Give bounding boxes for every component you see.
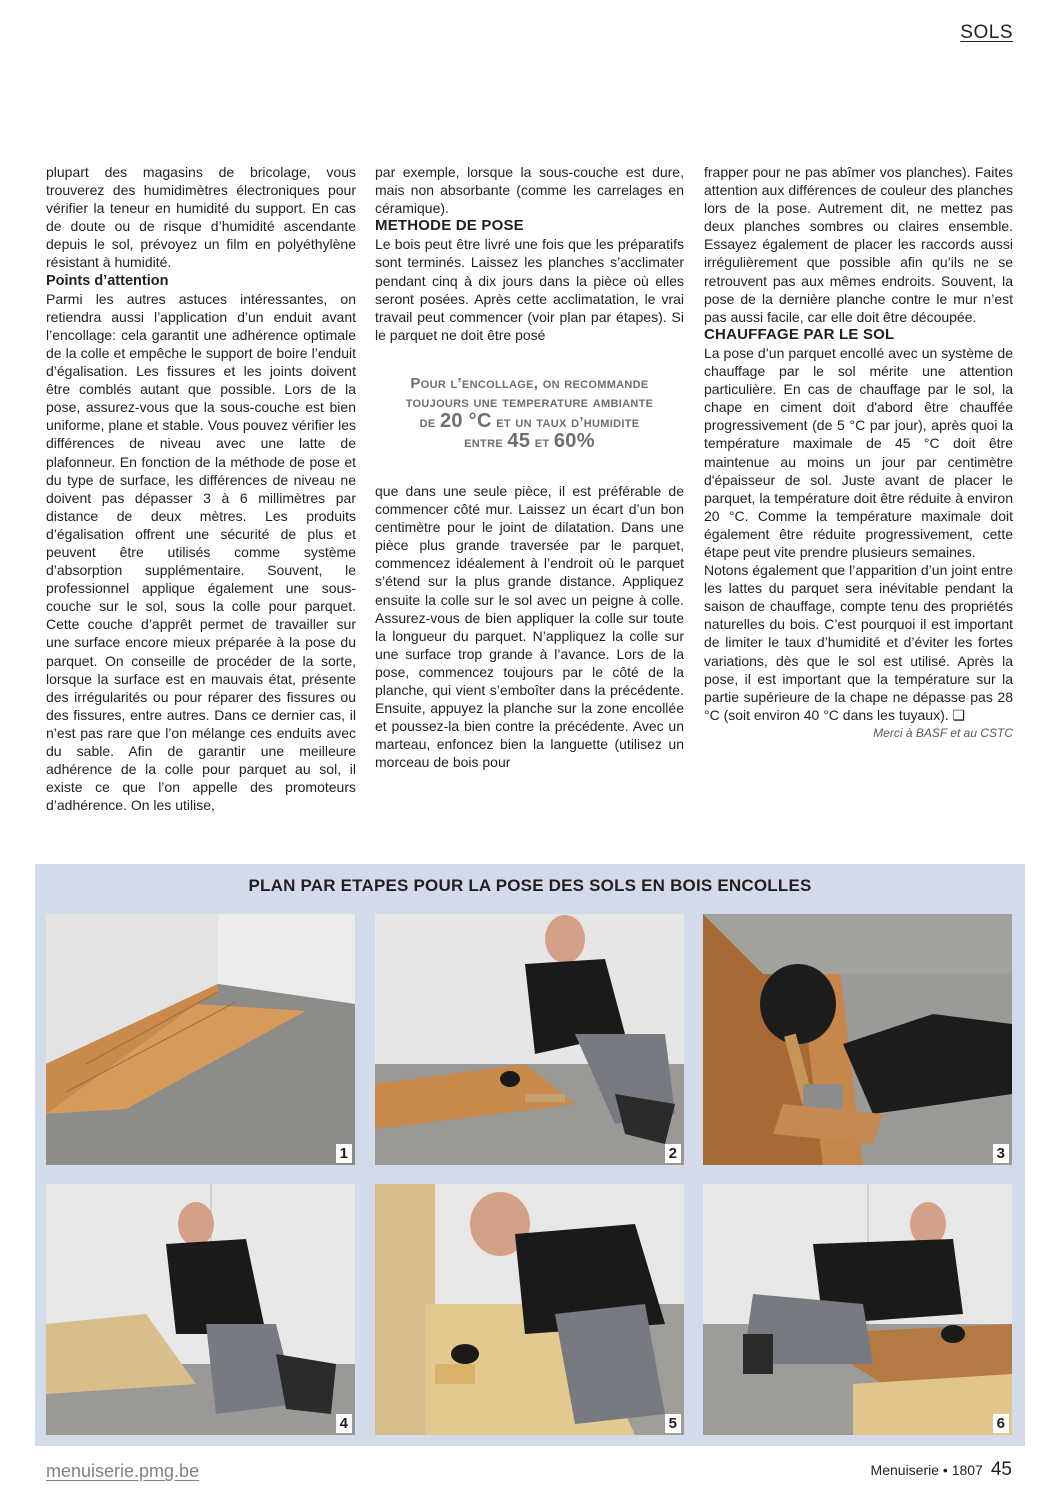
step-photo-1 [46,914,355,1165]
section-heading: METHODE DE POSE [375,217,524,235]
paragraph: Notons également que l’apparition d’un joint entre les lattes du parquet sera inévitable pendant la saison de chauffage, compte tenu des propriétés naturelles du bois. C’est pourquoi il est important de limiter le taux d’humidité et d’éviter les fortes variations, dès que le sol est utilisé. Après la pose, il est important que la température sur la partie supérieure de la chape ne dépasse pas 28 °C (soit environ 40 °C dans les tuyaux). ❑ [704,562,1013,723]
steps-panel-title: PLAN PAR ETAPES POUR LA POSE DES SOLS EN BOIS ENCOLLES [248,876,812,895]
article-column-3 [704,163,1013,742]
step-photo-2 [375,914,684,1165]
magazine-issue: Menuiserie • 1807 [870,1462,983,1478]
step-photo-5 [375,1184,684,1435]
paragraph: frapper pour ne pas abîmer vos planches). Faites attention aux différences de couleur des planches lors de la pose. Autrement dit, ne mettez pas deux planches sombres ou claires ensemble. Essayez également de placer les raccords aussi irrégulièrement que possible afin qu’ils ne se retrouvent pas aux mêmes endroits. Souvent, la pose de la dernière planche contre le mur n’est pas aussi facile, car elle doit être découpée. [704,164,1013,325]
end-mark-icon: ❑ [952,706,966,723]
paragraph: Parmi les autres astuces intéressantes, on retiendra aussi l’application d’un enduit avant l’encollage: cela garantit une adhérence optimale de la colle et empêche le support de boire l’enduit d’égalisation. Les fissures et les joints doivent être comblés autant que possible. Lors de la pose, assurez-vous que la sous-couche est bien uniforme, plane et stable. Vous pouvez vérifier les différences de niveau avec une latte de plafonneur. En fonction de la méthode de pose et du type de surface, les différences de niveau ne doivent pas dépasser 3 à 6 millimètres par distance de deux mètres. Les produits d’égalisation offrent une sécurité de plus et peuvent être utilisés comme système d’absorption supplémentaire. Souvent, le professionnel applique également une sous-couche sur le sol, sous la colle pour parquet. Cette couche d’apprêt permet de travailler sur une surface encore mieux préparée à la pose du parquet. On conseille de procéder de la sorte, lorsque la surface est en mauvais état, présente des irrégularités ou pour réparer des fissures ou des fissures, entre autres. Dans ce dernier cas, il n’est pas rare que l’on mélange ces enduits avec du sable. Afin de garantir une meilleure adhérence de la colle pour parquet au sol, il existe ce que l’on appelle des promoteurs d’adhérence. On les utilise, [46,290,356,814]
step-photo-4 [46,1184,355,1435]
website-link[interactable]: menuiserie.pmg.be [46,1461,200,1481]
credit-line: Merci à BASF et au CSTC [873,725,1013,740]
humidity-max: 60% [553,429,595,452]
paragraph: La pose d’un parquet encollé avec un système de chauffage par le sol mérite une attention particulière. En cas de chauffage par le sol, la chape en ciment doit d'abord être chauffée progressivement (de 5 °C par jour), après quoi la température maximale de 45 °C doit être maintenue au moins un jour par centimètre d'épaisseur de sol. Juste avant de placer le parquet, la température doit être réduite à environ 20 °C. Comme la température maximale doit également être réduite progressivement, cette étape peut vite prendre plusieurs semaines. [704,344,1013,560]
pull-quote [375,374,684,452]
step-number: 6 [993,1414,1009,1433]
pull-quote-line: entre 45 et 60% [464,429,595,452]
step-number: 3 [993,1144,1009,1163]
article-column-2 [375,163,684,771]
humidity-min: 45 [507,429,531,452]
step-photo-6 [703,1184,1012,1435]
article-column-1 [46,163,356,814]
page-footer [871,1459,1012,1481]
step-photo-3 [703,914,1012,1165]
subheading: Points d’attention [46,272,169,289]
page-number: 45 [990,1459,1012,1480]
steps-panel [35,864,1025,1446]
step-number: 1 [336,1144,352,1163]
pull-quote-line: Pour l’encollage, on recommande [410,374,649,392]
paragraph: Le bois peut être livré une fois que les préparatifs sont terminés. Laissez les planches s’acclimater pendant cinq à dix jours dans la pièce où elles seront posées. Après cette acclimatation, le vrai travail peut commencer (voir plan par étapes). Si le parquet ne doit être posé [375,236,684,343]
section-tag: SOLS [960,22,1013,43]
section-heading: CHAUFFAGE PAR LE SOL [704,325,895,343]
step-number: 4 [336,1414,352,1433]
paragraph: plupart des magasins de bricolage, vous trouverez des humidimètres électroniques pour vérifier la teneur en humidité du support. En cas de doute ou de risque d’humidité ascendante depuis le sol, prévoyez un film en polyéthylène résistant à humidité. [46,164,356,271]
paragraph: par exemple, lorsque la sous-couche est dure, mais non absorbante (comme les carrelages en céramique). [375,164,684,217]
step-number: 5 [665,1414,681,1433]
step-number: 2 [665,1144,681,1163]
temperature-value: 20 °C [439,409,492,432]
pull-quote-line: de 20 °C et un taux d’humidite [419,409,640,432]
pull-quote-line: toujours une temperature ambiante [405,393,654,411]
paragraph: que dans une seule pièce, il est préférable de commencer côté mur. Laissez un écart d’un bon centimètre pour le joint de dilatation. Dans une pièce plus grande traversée par le parquet, commencez idéalement à l’endroit où le parquet s’étend sur la plus grande distance. Appliquez ensuite la colle sur le sol avec un peigne à colle. Assurez-vous de bien appliquer la colle sur toute la longueur du parquet. N’appliquez la colle sur une surface trop grande à l’avance. Lors de la pose, commencez toujours par le côté de la planche, qui vient s’emboîter dans la précédente. Ensuite, appuyez la planche sur la zone encollée et poussez-la bien contre la précédente. Avec un marteau, enfoncez bien la languette (utilisez un morceau de bois pour [375,482,684,771]
